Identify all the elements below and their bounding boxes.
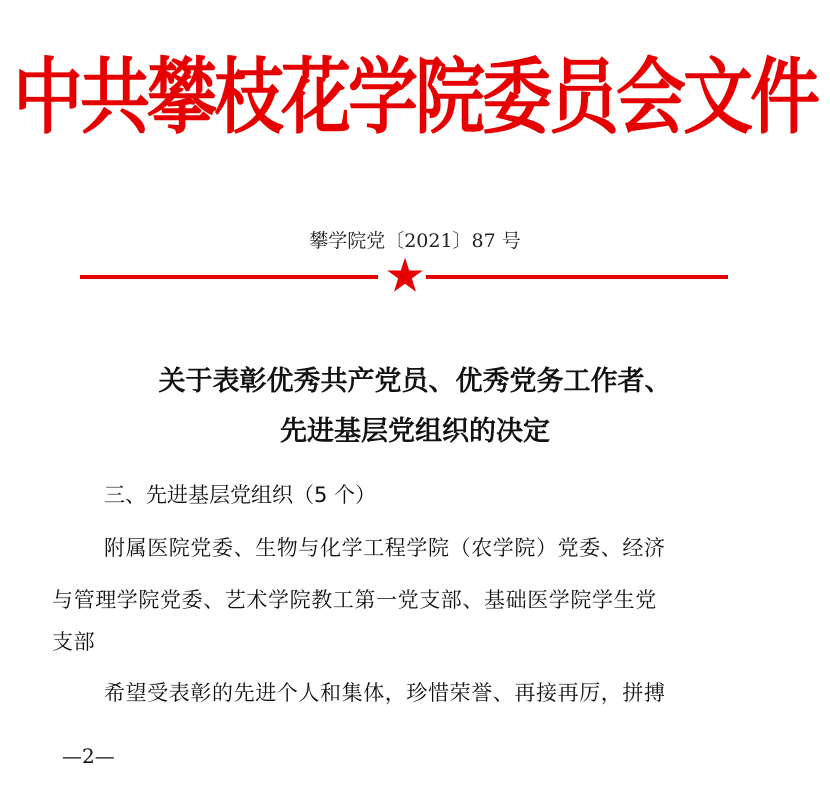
red-star-icon [386, 256, 424, 294]
paragraph-line: 希望受表彰的先进个人和集体，珍惜荣誉、再接再厉，拼搏 [104, 681, 666, 705]
red-divider-right [426, 275, 728, 279]
document-number: 攀学院党〔2021〕87 号 [309, 230, 521, 252]
document-title-line-1: 关于表彰优秀共产党员、优秀党务工作者、 [158, 366, 672, 397]
red-divider-left [80, 275, 378, 279]
document-title-line-2: 先进基层党组织的决定 [280, 416, 550, 447]
section-heading: 三、先进基层党组织（5 个） [104, 483, 377, 507]
paragraph-line: 支部 [52, 630, 96, 654]
paragraph-line: 附属医院党委、生物与化学工程学院（农学院）党委、经济 [104, 536, 666, 560]
page-number: —2— [62, 744, 115, 768]
masthead-title: 中共攀枝花学院委员会文件 [13, 48, 817, 146]
paragraph-line: 与管理学院党委、艺术学院教工第一党支部、基础医学院学生党 [52, 588, 657, 612]
